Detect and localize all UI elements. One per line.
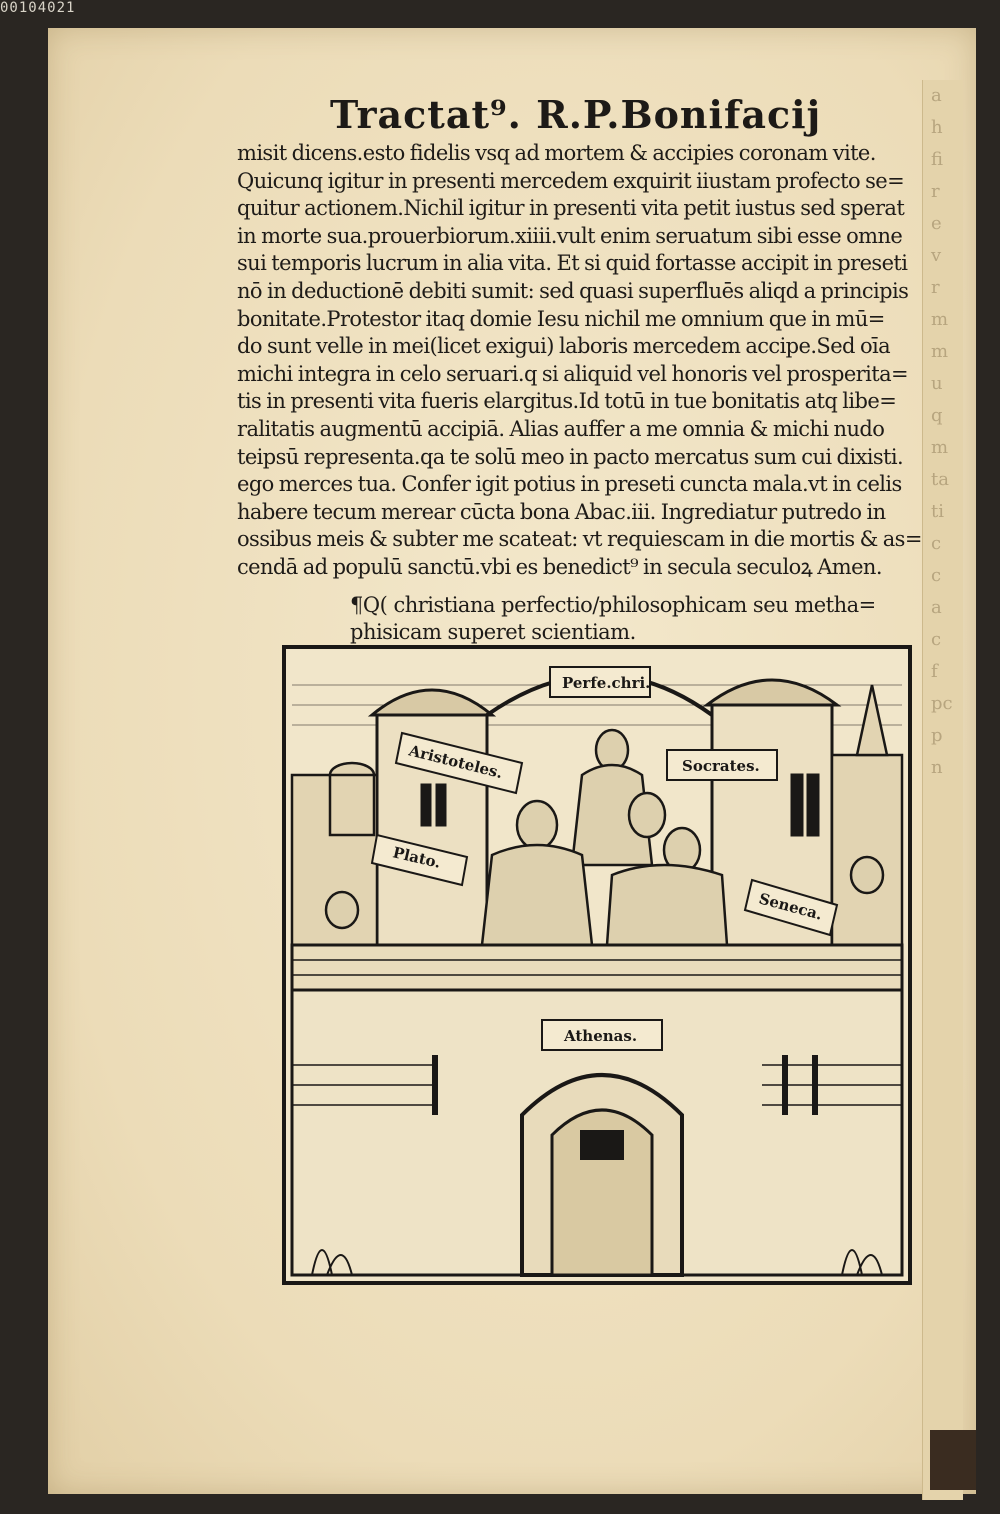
text-line: bonitate.Protestor itaq domie Iesu nichil me omnium que in mū= <box>237 306 885 331</box>
banner-label-plato: Plato. <box>391 843 443 872</box>
woodcut-caption <box>350 592 930 646</box>
banner-label-aristotle: Aristoteles. <box>407 741 505 783</box>
gate-grille <box>580 1130 624 1160</box>
bleed-mark: f <box>931 661 938 682</box>
bleed-mark: p <box>931 725 943 746</box>
banner-gate <box>542 1020 662 1050</box>
facing-page-edge <box>922 80 963 1500</box>
bleed-mark: q <box>931 405 943 426</box>
bleed-mark: c <box>931 533 942 554</box>
text-line: sui temporis lucrum in alia vita. Et si quid fortasse accipit in preseti <box>237 251 908 276</box>
body-text <box>237 140 927 582</box>
text-line: quitur actionem.Nichil igitur in presenti vita petit iustus sed sperat <box>237 196 905 221</box>
bleed-mark: r <box>931 277 940 298</box>
bleed-mark: m <box>931 341 949 362</box>
bleed-mark: m <box>931 437 949 458</box>
bleed-mark: ti <box>931 501 944 522</box>
banner-label-seneca: Seneca. <box>756 889 825 924</box>
caption-line: ¶Q( christiana perfectio/philosophicam seu metha= <box>350 593 876 617</box>
banner-label-perfection: Perfe.chri. <box>562 674 651 692</box>
left-observer-head <box>326 892 358 928</box>
running-head: Tractat⁹. R.P.Bonifacij <box>330 92 822 137</box>
text-line: misit dicens.esto fidelis vsq ad mortem & accipies coronam vite. <box>237 141 876 165</box>
text-line: habere tecum merear cūcta bona Abac.iii. Ingrediatur putredo in <box>237 499 886 524</box>
bleed-mark: c <box>931 629 942 650</box>
bleed-mark: pc <box>931 693 953 714</box>
text-line: nō in deductionē debiti sumit: sed quasi superfluēs aliqd a principis <box>237 278 909 303</box>
bleed-mark: r <box>931 181 940 202</box>
woodcut-svg <box>282 645 912 1285</box>
banner-label-gate: Athenas. <box>564 1027 638 1045</box>
text-line: ralitatis augmentū accipiā. Alias auffer a me omnia & michi nudo <box>237 416 885 441</box>
banner-label-socrates: Socrates. <box>682 757 760 775</box>
banner-socrates <box>667 750 777 780</box>
text-line: do sunt velle in mei(licet exigui) laboris mercedem accipe.Sed oīa <box>237 334 891 359</box>
parapet <box>292 945 902 990</box>
bleed-mark: fi <box>931 149 944 170</box>
aristotle-figure-head <box>517 801 557 849</box>
text-line: ossibus meis & subter me scateat: vt requiescam in die mortis & as= <box>237 527 922 552</box>
bleed-mark: h <box>931 117 943 138</box>
bleed-mark: m <box>931 309 949 330</box>
wall-slit-window <box>812 1055 818 1115</box>
text-line: ego merces tua. Confer igit potius in preseti cuncta mala.vt in celis <box>237 472 902 497</box>
bleed-mark: v <box>931 245 942 266</box>
text-line: Quicunq igitur in presenti mercedem exquirit iiustam profecto se= <box>237 168 905 193</box>
wall-slit-window <box>432 1055 438 1115</box>
binding-tab <box>930 1430 976 1490</box>
text-line: cendā ad populū sanctū.vbi es benedict⁹ in secula seculoꝝ Amen. <box>237 554 882 579</box>
bleed-mark: e <box>931 213 942 234</box>
bleed-mark: ta <box>931 469 949 490</box>
bleed-mark: c <box>931 565 942 586</box>
woodcut-illustration <box>282 645 912 1285</box>
text-line: in morte sua.prouerbiorum.xiiii.vult enim seruatum sibi esse omne <box>237 223 903 248</box>
caption-line: phisicam superet scientiam. <box>350 620 636 644</box>
scan-id: 00104021 <box>0 0 76 16</box>
text-line: tis in presenti vita fueris elargitus.Id totū in tue bonitatis atq libe= <box>237 389 897 414</box>
bleed-mark: a <box>931 597 942 618</box>
bleed-mark: a <box>931 85 942 106</box>
wall-slit-window <box>782 1055 788 1115</box>
text-line: michi integra in celo seruari.q si aliquid vel honoris vel prosperita= <box>237 361 908 386</box>
banner-perfection <box>550 667 650 697</box>
socrates-figure-head <box>629 793 665 837</box>
bleed-mark: u <box>931 373 943 394</box>
bleed-mark: n <box>931 757 943 778</box>
right-observer-head <box>851 857 883 893</box>
text-line: teipsū representa.qa te solū meo in pacto mercatus sum cui dixisti. <box>237 444 904 469</box>
